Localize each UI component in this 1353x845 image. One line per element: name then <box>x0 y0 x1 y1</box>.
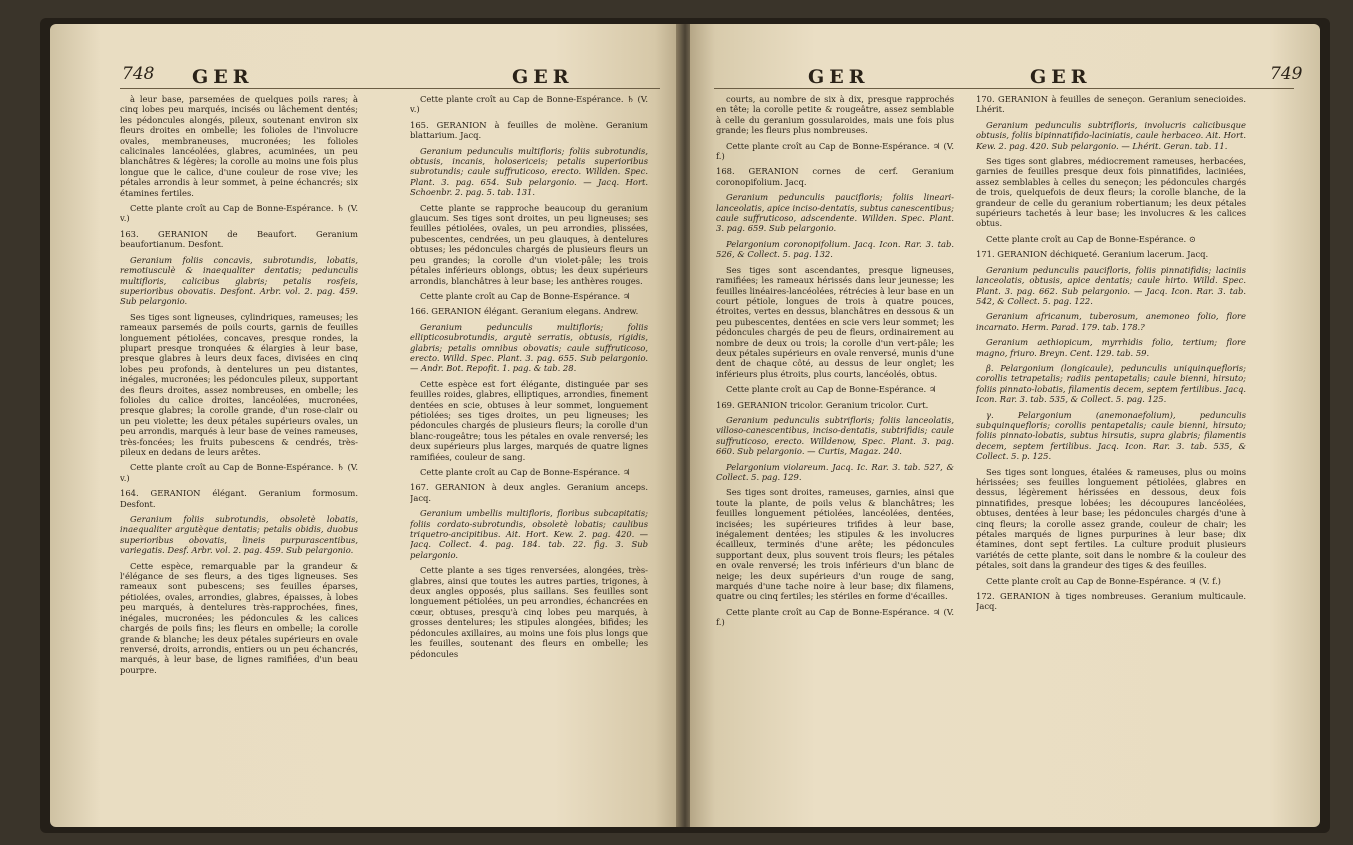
paragraph: Cette plante croît au Cap de Bonne-Espérance. ♄ (V. v.) <box>120 203 358 224</box>
paragraph: Cette plante croît au Cap de Bonne-Espérance. ♃ <box>420 290 631 301</box>
running-head-left-1: GER <box>192 66 254 88</box>
running-head-right-2: GER <box>1030 66 1092 88</box>
right-page <box>690 24 1320 827</box>
paragraph: Geranium pedunculis multifloris; foliis subrotundis, obtusis, incanis, holosericeis; petalis superioribus subrotundis; caule suffruticoso, erecto. Willden. Spec. Plant. 3. pag. 654. Sub pelargonio. — Jacq. Hort. Schoenbr. 2. pag. 5. tab. 131. <box>410 145 648 198</box>
paragraph: β. Pelargonium (longicaule), pedunculis uniquinquefloris; corollis tetrapetalis; radiis pentapetalis; caule bienni, hirsuto; foliis pinnato-lobatis, filamentis decem, septem fertilibus. Jacq. Icon. Rar. 3. tab. 535, & Collect. 5. pag. 125. <box>976 362 1246 405</box>
paragraph: à leur base, parsemées de quelques poils rares; à cinq lobes peu marqués, incisés ou lâchement dentés; les pédoncules alongés, pileux, soutenant environ six fleurs droites en ombelle; les folioles de l'involucre ovales, membraneuses, mucronées; les folioles calicinales lancéolées, glabres, acuminées, un peu blanchâtres & légères; la corolle au moins une fois plus longue que le calice, d'une couleur de rose vive; les pétales arrondis à leur sommet, à peine échancrés; six étamines fertiles. <box>120 94 358 198</box>
paragraph: Cette plante croît au Cap de Bonne-Espérance. ♃ <box>420 467 631 477</box>
paragraph: Geranium umbellis multifloris, floribus subcapitatis; foliis cordato-subrotundis, obsoletè lobatis; caulibus triquetro-ancipitibus. Ait. Hort. Kew. 2. pag. 420. — Jacq. Collect. 4. pag. 184. tab. 22. fig. 3. Sub pelargonio. <box>410 508 648 560</box>
paragraph: Ses tiges sont droites, rameuses, garnies, ainsi que toute la plante, de poils velus & blanchâtres; les feuilles longuement pétiolées, lancéolées, dentées, incisées; les supérieures trifides à leur base, inégalement dentées; les stipules & les involucres écailleux, terminés d'une arête; les pédoncules supportant deux, plus souvent trois fleurs; les pétales en ovale renversé; les trois inférieurs d'un blanc de neige; les deux supérieurs d'un rouge de sang, marqués d'une tache noire à leur base; dix filamens, quatre ou cinq fertiles; les stériles en forme d'écailles. <box>716 487 954 602</box>
paragraph: Cette plante croît au Cap de Bonne-Espérance. ♄ (V. v.) <box>410 94 648 115</box>
paragraph: Geranium aethiopicum, myrrhidis folio, tertium; flore magno, friuro. Breyn. Cent. 129. tab. 59. <box>976 337 1246 358</box>
page-number-left: 748 <box>122 64 155 84</box>
paragraph: 164. GERANION élégant. Geranium formosum. Desfont. <box>120 488 358 509</box>
paragraph: Pelargonium coronopifolium. Jacq. Icon. Rar. 3. tab. 526, & Collect. 5. pag. 132. <box>716 238 954 260</box>
paragraph: Geranium foliis subrotundis, obsoletè lobatis, inaequaliter argutèque dentatis; petalis obidis, duobus superioribus obovatis, lineis purpurascentibus, variegatis. Desf. Arbr. vol. 2. pag. 459. Sub pelargonio. <box>120 514 358 556</box>
paragraph: Cette plante se rapproche beaucoup du geranium glaucum. Ses tiges sont droites, un peu ligneuses; ses feuilles pétiolées, ovales, un peu arrondies, plissées, pubescentes, cendrées, un peu glauques, à dentelures obtuses; les pédoncules chargés de plusieurs fleurs un peu grandes; la corolle d'un violet-pâle; les trois pétales inférieurs oblongs, obtus; les deux supérieurs arrondis, blanchâtres à leur base; les anthères rouges. <box>410 202 648 286</box>
left-page-column-1 <box>120 94 358 804</box>
paragraph: Geranium pedunculis subtrifloris, involucris calicibusque obtusis, foliis bipinnatifido-laciniatis, caule herbaceo. Ait. Hort. Kew. 2. pag. 420. Sub pelargonio. — Lhérit. Geran. tab. 11. <box>976 119 1246 151</box>
paragraph: 171. GERANION déchiqueté. Geranium lacerum. Jacq. <box>976 249 1209 260</box>
left-page-column-2 <box>410 94 648 804</box>
paragraph: Cette plante croît au Cap de Bonne-Espérance. ⊙ <box>986 233 1196 244</box>
page-number-right: 749 <box>1270 64 1303 84</box>
paragraph: Pelargonium violareum. Jacq. Ic. Rar. 3. tab. 527, & Collect. 5. pag. 129. <box>716 461 954 482</box>
paragraph: 167. GERANION à deux angles. Geranium anceps. Jacq. <box>410 482 648 503</box>
paragraph: Geranium pedunculis multifloris; foliis ellipticosubrotundis, argutè serratis, obtusis, rigidis, glabris; petalis omnibus obovatis; caule suffruticoso, erecto. Willd. Spec. Plant. 3. pag. 655. Sub pelargonio. — Andr. Bot. Repofit. 1. pag. & tab. 28. <box>410 321 648 374</box>
paragraph: 168. GERANION cornes de cerf. Geranium coronopifolium. Jacq. <box>716 166 954 187</box>
right-page-column-2 <box>976 94 1246 804</box>
paragraph: Cette plante croît au Cap de Bonne-Espérance. ♃ (V. f.) <box>986 575 1221 586</box>
paragraph: Cette plante croît au Cap de Bonne-Espérance. ♃ <box>726 384 937 395</box>
paragraph: 163. GERANION de Beaufort. Geranium beaufortianum. Desfont. <box>120 228 358 250</box>
paragraph: Cette espèce, remarquable par la grandeur & l'élégance de ses fleurs, a des tiges ligneuses. Ses rameaux sont pubescens; ses feuilles éparses, pétiolées, ovales, arrondies, glabres, épaisses, à lobes peu marqués, à dentelures très-rapprochées, fines, inégales, mucronées; les pédoncules & les calices chargés de poils fins; les fleurs en ombelle; la corolle grande & blanche; les deux pétales supérieurs en ovale renversé, droits, arrondis, entiers ou un peu échancrés, marqués, à leur base, de lignes ramifiées, d'un beau pourpre. <box>120 560 358 675</box>
paragraph: 169. GERANION tricolor. Geranium tricolor. Curt. <box>716 399 929 410</box>
paragraph: Cette plante croît au Cap de Bonne-Espérance. ♃ (V. f.) <box>716 140 954 162</box>
running-head-right-1: GER <box>808 66 870 88</box>
paragraph: Cette plante croît au Cap de Bonne-Espérance. ♄ (V. v.) <box>120 462 358 483</box>
paragraph: Ses tiges sont glabres, médiocrement rameuses, herbacées, garnies de feuilles presque deux fois pinnatifides, laciniées, assez semblables à celles du seneçon; les pédoncules chargés de trois, quelquefois de deux fleurs; la corolle blanche, de la grandeur de celle du geranium robertianum; les deux pétales supérieurs tachetés à leur base; les involucres & les calices obtus. <box>976 156 1246 229</box>
header-rule-left <box>120 88 660 89</box>
left-page <box>50 24 680 827</box>
running-head-left-2: GER <box>512 66 574 88</box>
paragraph: Cette plante croît au Cap de Bonne-Espérance. ♃ (V. f.) <box>716 606 954 628</box>
paragraph: γ. Pelargonium (anemonaefolium), pedunculis subquinquefloris; corollis pentapetalis; caule bienni, hirsuto; foliis pinnato-lobatis, subtus hirsutis, supra glabris; filamentis decem, septem fertilibus. Jacq. Icon. Rar. 3. tab. 535, & Collect. 5. p. 125. <box>976 409 1246 462</box>
paragraph: 170. GERANION à feuilles de seneçon. Geranium senecioides. Lhérit. <box>976 94 1246 115</box>
paragraph: Ses tiges sont ligneuses, cylindriques, rameuses; les rameaux parsemés de poils courts, garnis de feuilles longuement pétiolées, concaves, presque rondes, la plupart presque tronquées & élargies à leur base, presque glabres à leurs deux faces, divisées en cinq lobes peu profonds, à dentelures un peu distantes, inégales, mucronées; les pédoncules pileux, supportant des fleurs droites, assez nombreuses, en ombelle; les folioles du calice droites, lancéolées, mucronées, presque glabres; la corolle grande, d'un rose-clair ou un peu violette; les deux pétales supérieurs ovales, un peu arrondis, marqués à leur base de veines rameuses, très-foncées; les fruits pubescens & cendrés, très-pileux en dedans de leurs arêtes. <box>120 311 358 457</box>
paragraph: Ses tiges sont longues, étalées & rameuses, plus ou moins hérissées; ses feuilles longuement pétiolées, glabres en dessus, légèrement hérissées en dessous, deux fois pinnatifides, presque lobées; les découpures lancéolées, obtuses, dentées à leur base; les pédoncules chargés d'une à cinq fleurs; la corolle assez grande, couleur de chair; les pétales marqués de lignes purpurines à leur base; dix étamines, dont sept fertiles. La culture produit plusieurs variétés de cette plante, soit dans le nombre & la couleur des pétales, soit dans la grandeur des tiges & des feuilles. <box>976 466 1246 571</box>
paragraph: 172. GERANION à tiges nombreuses. Geranium multicaule. Jacq. <box>976 591 1246 612</box>
paragraph: Ses tiges sont ascendantes, presque ligneuses, ramifiées; les rameaux hérissés dans leur jeunesse; les feuilles linéaires-lancéolées, rétrécies à leur base en un court pétiole, longues de trois à quatre pouces, étroites, vertes en dessus, blanchâtres en dessous & un peu pubescentes, dentées en scie vers leur sommet; les pédoncules chargés de peu de fleurs, ordinairement au nombre de deux ou trois; la corolle d'un vert-pâle; les deux pétales supérieurs en ovale renversé, munis d'une dent de chaque côté, au dessus de leur onglet; les inférieurs plus étroits, plus courts, lancéolés, obtus. <box>716 264 954 379</box>
paragraph: Geranium pedunculis paucifloris, foliis pinnatifidis; laciniis lanceolatis, obtusis, apice dentatis; caule hirto. Willd. Spec. Plant. 3. pag. 662. Sub pelargonio. — Jacq. Icon. Rar. 3. tab. 542, & Collect. 5. pag. 122. <box>976 264 1246 306</box>
paragraph: 166. GERANION élégant. Geranium elegans. Andrew. <box>410 306 639 317</box>
paragraph: Geranium africanum, tuberosum, anemoneo folio, flore incarnato. Herm. Parad. 179. tab. 178.? <box>976 311 1246 332</box>
right-page-column-1 <box>716 94 954 804</box>
header-rule-right <box>714 88 1294 89</box>
paragraph: Cette espèce est fort élégante, distinguée par ses feuilles roides, glabres, elliptiques, arrondies, finement dentées en scie, obtuses à leur sommet, longuement pétiolées; ses tiges droites, un peu ligneuses; les pédoncules chargés de plusieurs fleurs; la corolle d'un blanc-rougeâtre; tous les pétales en ovale renversé; les deux supérieurs plus larges, marqués de quatre lignes ramifiées, couleur de sang. <box>410 378 648 462</box>
paragraph: 165. GERANION à feuilles de molène. Geranium blattarium. Jacq. <box>410 119 648 141</box>
paragraph: Geranium pedunculis paucifloris; foliis lineari-lanceolatis, apice inciso-dentatis, subtus canescentibus; caule suffruticoso, adscendente. Willden. Spec. Plant. 3. pag. 659. Sub pelargonio. <box>716 192 954 234</box>
paragraph: Geranium pedunculis subtrifloris; foliis lanceolatis, villoso-canescentibus, inciso-dentatis, subtrifidis; caule suffruticoso, erecto. Willdenow, Spec. Plant. 3. pag. 660. Sub pelargonio. — Curtis, Magaz. 240. <box>716 414 954 457</box>
paragraph: courts, au nombre de six à dix, presque rapprochés en tête; la corolle petite & rougeâtre, assez semblable à celle du geranium gossularoides, mais une fois plus grande; les fleurs plus nombreuses. <box>716 94 954 136</box>
book-spread <box>40 18 1330 833</box>
paragraph: Cette plante a ses tiges renversées, alongées, très-glabres, ainsi que toutes les autres parties, trigones, à deux angles opposés, plus saillans. Ses feuilles sont longuement pétiolées, un peu arrondies, échancrées en cœur, obtuses, presqu'à cinq lobes peu marqués, à grosses dentelures; les stipules alongées, bifides; les pédoncules axillaires, au moins une fois plus longs que les feuilles, soutenant des fleurs en ombelle; les pédoncules <box>410 565 648 659</box>
paragraph: Geranium foliis concavis, subrotundis, lobatis, remotiusculè & inaequaliter dentatis; pedunculis multifloris, calicibus glabris; petalis rosfeis, superioribus obovatis. Desfont. Arbr. vol. 2. pag. 459. Sub pelargonio. <box>120 254 358 307</box>
